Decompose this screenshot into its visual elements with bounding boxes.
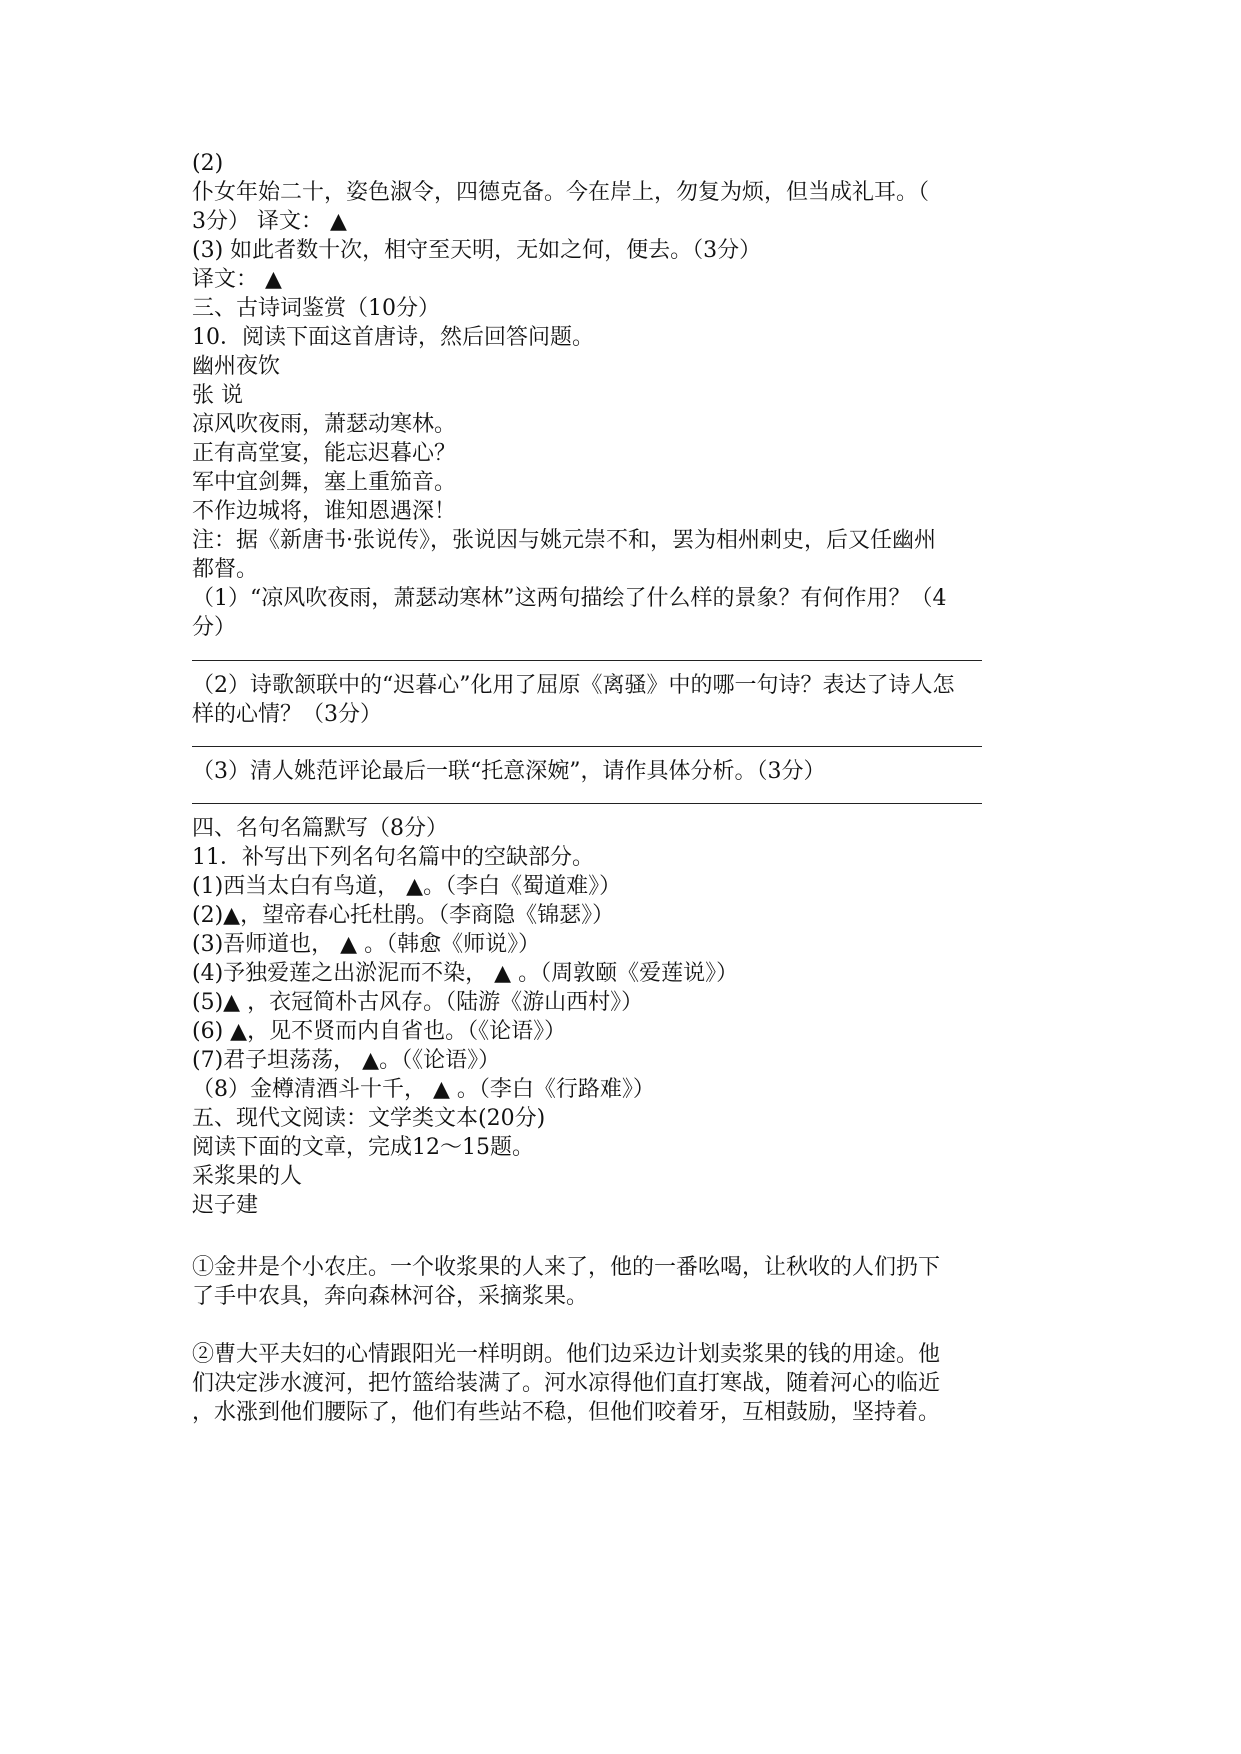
article-paragraph: ，水涨到他们腰际了，他们有些站不稳，但他们咬着牙，互相鼓励，坚持着。 (192, 1400, 941, 1425)
fill-blank-item: (4)予独爱莲之出淤泥而不染， ▲ 。（周敦颐《爱莲说》） (192, 961, 739, 986)
article-paragraph: 们决定涉水渡河，把竹篮给装满了。河水凉得他们直打寒战，随着河心的临近 (192, 1371, 941, 1396)
poem-author: 张 说 (192, 383, 243, 408)
question-prompt: 阅读下面的文章，完成12～15题。 (192, 1135, 534, 1160)
question-prompt: 10．阅读下面这首唐诗，然后回答问题。 (192, 325, 594, 350)
fill-blank-item: (1)西当太白有鸟道， ▲。（李白《蜀道难》） (192, 874, 622, 899)
article-paragraph: 了手中农具，奔向森林河谷，采摘浆果。 (192, 1284, 589, 1309)
poem-title: 幽州夜饮 (192, 354, 281, 379)
question-text: (3) 如此者数十次，相守至天明，无如之何，便去。（3分） (192, 238, 762, 263)
article-paragraph: ①金井是个小农庄。一个收浆果的人来了，他的一番吆喝，让秋收的人们扔下 (192, 1255, 941, 1280)
section-title: 三、古诗词鉴赏（10分） (192, 296, 440, 321)
answer-line[interactable] (192, 803, 982, 804)
poem-note: 注：据《新唐书·张说传》，张说因与姚元崇不和，罢为相州刺史，后又任幽州 (192, 528, 936, 553)
fill-blank-item: (3)吾师道也， ▲ 。（韩愈《师说》） (192, 932, 541, 957)
article-author: 迟子建 (192, 1193, 259, 1218)
article-paragraph: ②曹大平夫妇的心情跟阳光一样明朗。他们边采边计划卖浆果的钱的用途。他 (192, 1342, 941, 1367)
answer-prompt: 译文： ▲ (192, 267, 282, 292)
poem-line: 不作边城将，谁知恩遇深！ (192, 499, 457, 524)
question-text: 仆女年始二十，姿色淑令，四德克备。今在岸上，勿复为烦，但当成礼耳。（ (192, 180, 930, 205)
sub-question: 样的心情？（3分） (192, 702, 382, 727)
fill-blank-item: (7)君子坦荡荡， ▲。（《论语》） (192, 1048, 501, 1073)
poem-line: 军中宜剑舞，塞上重笳音。 (192, 470, 457, 495)
fill-blank-item: (6) ▲，见不贤而内自省也。（《论语》） (192, 1019, 567, 1044)
question-text: 3分） 译文： ▲ (192, 209, 347, 234)
sub-question: （1）“凉风吹夜雨，萧瑟动寒林”这两句描绘了什么样的景象？有何作用？（4 (192, 586, 947, 611)
question-prompt: 11．补写出下列名句名篇中的空缺部分。 (192, 845, 594, 870)
poem-note: 都督。 (192, 557, 259, 582)
question-number: (2) (192, 151, 224, 176)
poem-line: 凉风吹夜雨，萧瑟动寒林。 (192, 412, 457, 437)
section-title: 四、名句名篇默写（8分） (192, 816, 448, 841)
fill-blank-item: （8）金樽清酒斗十千， ▲ 。（李白《行路难》） (192, 1077, 655, 1102)
article-title: 采浆果的人 (192, 1164, 303, 1189)
section-title: 五、现代文阅读：文学类文本(20分) (192, 1106, 546, 1131)
sub-question: 分） (192, 615, 237, 640)
answer-line[interactable] (192, 660, 982, 661)
sub-question: （2）诗歌颔联中的“迟暮心”化用了屈原《离骚》中的哪一句诗？表达了诗人怎 (192, 673, 955, 698)
poem-line: 正有高堂宴，能忘迟暮心？ (192, 441, 457, 466)
fill-blank-item: (2)▲，望帝春心托杜鹃。（李商隐《锦瑟》） (192, 903, 615, 928)
answer-line[interactable] (192, 746, 982, 747)
fill-blank-item: (5)▲ ，衣冠简朴古风存。（陆游《游山西村》） (192, 990, 644, 1015)
sub-question: （3）清人姚范评论最后一联“托意深婉”，请作具体分析。（3分） (192, 759, 826, 784)
